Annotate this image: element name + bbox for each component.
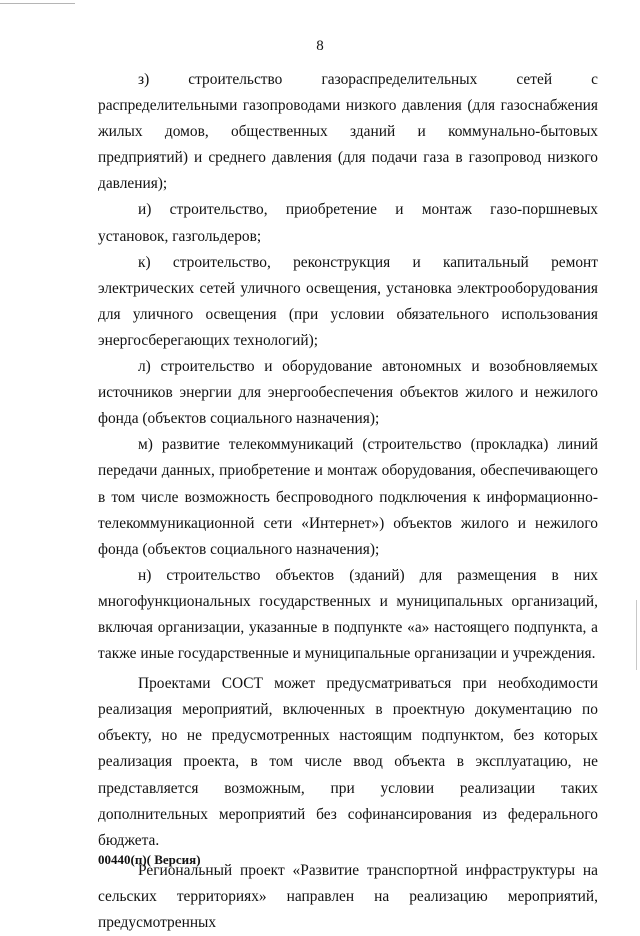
paragraph-k: к) строительство, реконструкция и капитальный ремонт электрических сетей уличного освещения, установка электрооборудования для уличного освещения (при условии обязательного использования энергосберегающих технологий);: [98, 253, 598, 349]
paragraph-regional-project: Региональный проект «Развитие транспортной инфраструктуры на сельских территориях» направлен на реализацию мероприятий, предусмотренных: [98, 861, 598, 931]
paragraph-sost-projects: Проектами СОСТ может предусматриваться при необходимости реализация мероприятий, включенных в проектную документацию по объекту, но не предусмотренных настоящим подпунктом, без которых реализация проекта, в том числе ввод объекта в эксплуатацию, не представляется возможным, при условии реализации таких дополнительных мероприятий без софинансирования из федерального бюджета.: [98, 675, 598, 849]
document-body: [98, 67, 598, 936]
paragraph-l: л) строительство и оборудование автономных и возобновляемых источников энергии для энергообеспечения объектов жилого и нежилого фонда (объектов социального назначения);: [98, 358, 598, 428]
document-code: 00440(п)( Версия): [98, 852, 201, 867]
scan-artifact-top: [0, 3, 75, 4]
paragraph-m: м) развитие телекоммуникаций (строительство (прокладка) линий передачи данных, приобретение и монтаж оборудования, обеспечивающего в том числе возможность беспроводного подключения к информационно-телекоммуникационной сети «Интернет») объектов жилого и нежилого фонда (объектов социального назначения);: [98, 436, 598, 558]
paragraph-i: и) строительство, приобретение и монтаж газо-поршневых установок, газгольдеров;: [98, 201, 598, 245]
paragraph-z: з) строительство газораспределительных сетей с распределительными газопроводами низкого давления (для газоснабжения жилых домов, общественных зданий и коммунально-бытовых предприятий) и среднего давления (для подачи газа в газопровод низкого давления);: [98, 71, 598, 193]
scan-artifact-right: [636, 600, 637, 670]
paragraph-n: н) строительство объектов (зданий) для размещения в них многофункциональных государственных и муниципальных организаций, включая организации, указанные в подпункте «а» настоящего подпункта, а также иные государственные и муниципальные организации и учреждения.: [98, 566, 598, 663]
page-number: 8: [316, 38, 324, 54]
